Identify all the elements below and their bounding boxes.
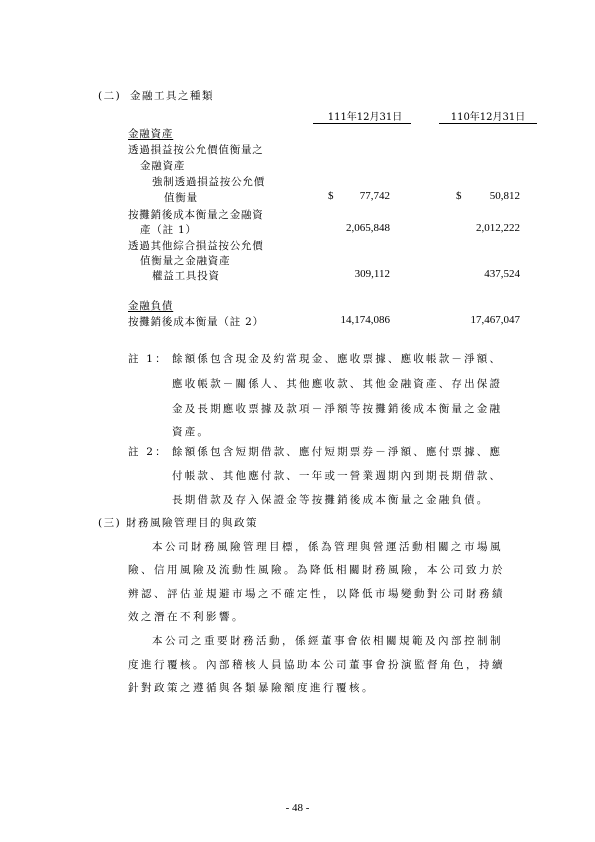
equity-instruments-value-2021: 437,524	[484, 268, 520, 280]
note-1-line: 金及長期應收票據及款項－淨額等按攤銷後成本衡量之金融	[172, 403, 503, 415]
col-header-2021: 110年12月31日	[450, 112, 526, 123]
section-3-title: 財務風險管理目的與政策	[126, 517, 258, 529]
note-1-label: 註 1：	[128, 353, 168, 365]
amortized-assets-value-2022: 2,065,848	[346, 222, 390, 234]
section-2-title: 金融工具之種類	[130, 90, 214, 102]
fvoci-label-line1: 透過其他綜合損益按公允價	[128, 240, 264, 252]
section-3-para-2-line: 本公司之重要財務活動，係經董事會依相關規範及內部控制制	[152, 635, 503, 647]
currency-symbol-2022: $	[328, 190, 334, 202]
col-header-2022-rule	[313, 123, 411, 124]
section-3-marker: (三)	[98, 517, 122, 529]
note-1-line: 應收帳款－關係人、其他應收款、其他金融資產、存出保證	[172, 378, 503, 390]
col-header-2021-rule	[439, 123, 537, 124]
mandatory-fvtpl-label-line1: 強制透過損益按公允價	[152, 176, 265, 188]
note-2-label: 註 2：	[128, 446, 168, 458]
section-3-para-1-line: 辨認、評估並規避市場之不確定性，以降低市場變動對公司財務績	[128, 588, 505, 600]
fvtpl-label-line1: 透過損益按公允價值衡量之	[128, 144, 264, 156]
section-3-para-1-line: 效之潛在不利影響。	[128, 611, 245, 623]
financial-assets-heading: 金融資產	[128, 128, 174, 140]
col-header-2022: 111年12月31日	[327, 112, 403, 123]
amortized-assets-label-line2: 產（註 1）	[140, 224, 197, 236]
note-1-line: 資產。	[172, 426, 211, 438]
mandatory-fvtpl-value-2021: 50,812	[489, 190, 520, 202]
fvoci-label-line2: 值衡量之金融資產	[140, 255, 231, 267]
section-2-marker: (二)	[98, 90, 122, 102]
note-2-line: 餘額係包含短期借款、應付短期票券－淨額、應付票據、應	[172, 446, 503, 458]
mandatory-fvtpl-value-2022: 77,742	[359, 190, 390, 202]
liabilities-amortized-value-2021: 17,467,047	[470, 314, 520, 326]
page-number: - 48 -	[285, 802, 310, 814]
note-2-line: 付帳款、其他應付款、一年或一營業週期內到期長期借款、	[172, 470, 503, 482]
amortized-assets-label-line1: 按攤銷後成本衡量之金融資	[128, 209, 264, 221]
section-3-para-1-line: 本公司財務風險管理目標，係為管理與營運活動相關之市場風	[152, 541, 503, 553]
note-2-line: 長期借款及存入保證金等按攤銷後成本衡量之金融負債。	[172, 494, 490, 506]
section-3-para-2-line: 針對政策之遵循與各類暴險額度進行覆核。	[128, 682, 375, 694]
equity-instruments-value-2022: 309,112	[354, 268, 390, 280]
amortized-assets-value-2021: 2,012,222	[476, 222, 520, 234]
section-3-para-2-line: 度進行覆核。內部稽核人員協助本公司董事會扮演監督角色，持續	[128, 659, 505, 671]
note-1-line: 餘額係包含現金及約當現金、應收票據、應收帳款－淨額、	[172, 353, 503, 365]
liabilities-amortized-label: 按攤銷後成本衡量（註 2）	[128, 316, 264, 328]
financial-liabilities-heading: 金融負債	[128, 300, 174, 312]
fvtpl-label-line2: 金融資產	[140, 160, 186, 172]
section-3-para-1-line: 險、信用風險及流動性風險。為降低相關財務風險，本公司致力於	[128, 564, 505, 576]
equity-instruments-label: 權益工具投資	[152, 270, 220, 282]
currency-symbol-2021: $	[456, 190, 462, 202]
mandatory-fvtpl-label-line2: 值衡量	[164, 192, 198, 204]
liabilities-amortized-value-2022: 14,174,086	[340, 314, 390, 326]
